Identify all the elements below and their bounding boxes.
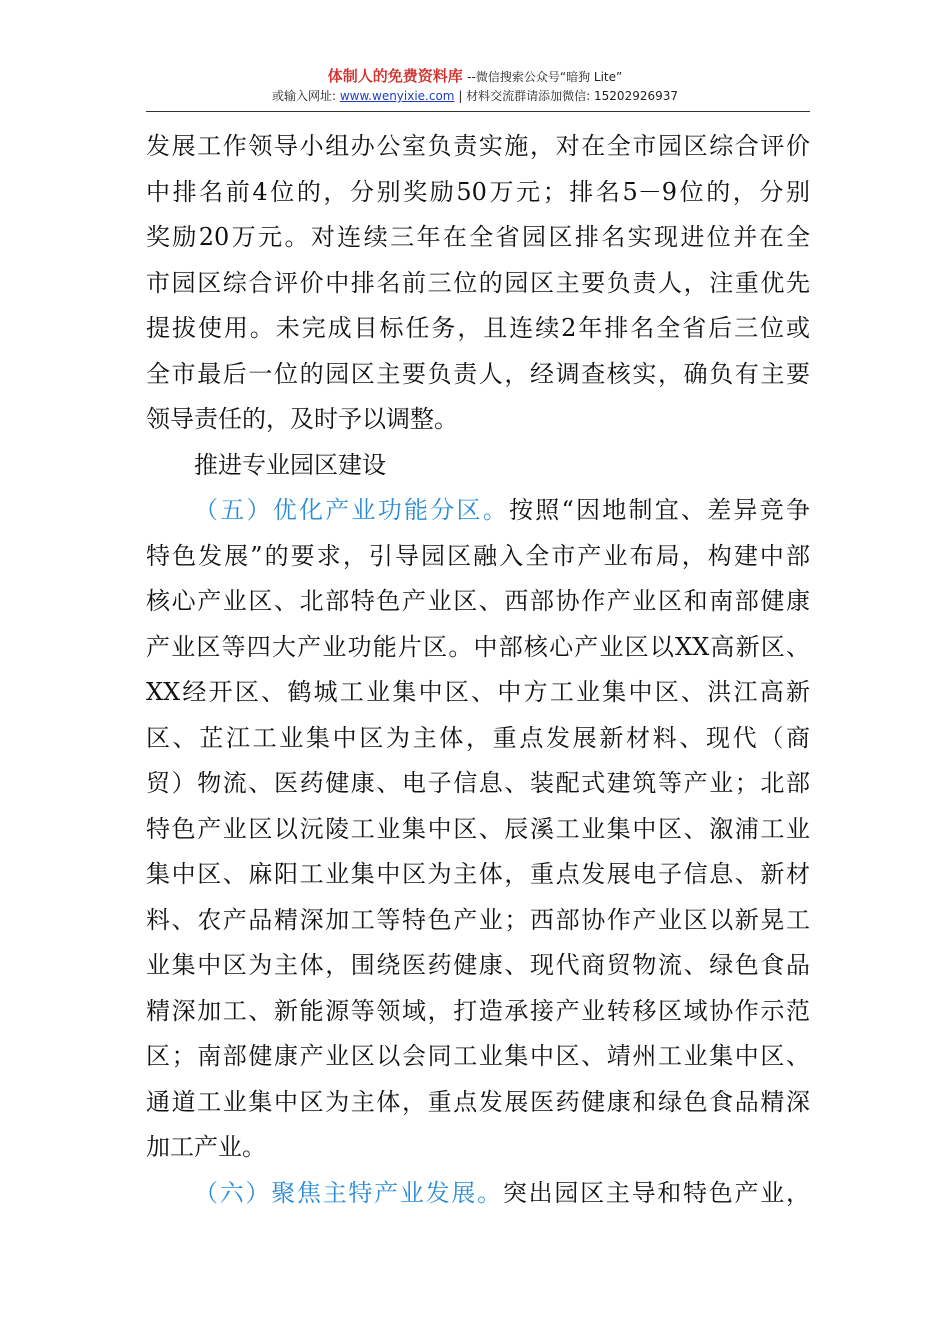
body-line: 区、芷江工业集中区为主体，重点发展新材料、现代（商 [146, 723, 810, 752]
body-line: 产业区等四大产业功能片区。中部核心产业区以XX高新区、 [146, 632, 810, 661]
header-title-line [0, 66, 950, 87]
body-line: 特色发展”的要求，引导园区融入全市产业布局，构建中部 [146, 541, 810, 570]
body-line: 通道工业集中区为主体，重点发展医药健康和绿色食品精深 [146, 1087, 810, 1116]
header-wechat-info: | 材料交流群请添加微信: 15202926937 [454, 89, 679, 103]
section-heading: 推进专业园区建设 [194, 450, 386, 479]
document-body [146, 124, 810, 1216]
header-website-link[interactable]: www.wenyixie.com [339, 89, 455, 103]
paragraph-5-first-line [146, 488, 810, 534]
body-line: 集中区、麻阳工业集中区为主体，重点发展电子信息、新材 [146, 860, 810, 888]
body-line: 贸）物流、医药健康、电子信息、装配式建筑等产业；北部 [146, 769, 810, 797]
body-line: 提拔使用。未完成目标任务，且连续2年排名全省后三位或 [146, 314, 810, 342]
body-line: XX经开区、鹤城工业集中区、中方工业集中区、洪江高新 [146, 678, 810, 706]
body-line: 特色产业区以沅陵工业集中区、辰溪工业集中区、溆浦工业 [146, 814, 810, 843]
header-url-label: 或输入网址: [271, 89, 340, 103]
body-line: 核心产业区、北部特色产业区、西部协作产业区和南部健康 [146, 587, 810, 615]
paragraph-5-lead: 按照“因地制宜、差异竞争 [508, 496, 810, 524]
header-divider [146, 111, 810, 112]
body-line: 发展工作领导小组办公室负责实施，对在全市园区综合评价 [146, 132, 810, 160]
body-line: 领导责任的，及时予以调整。 [146, 405, 458, 433]
page-header [0, 66, 950, 105]
body-line: 加工产业。 [146, 1133, 266, 1161]
paragraph-6-lead: 突出园区主导和特色产业， [502, 1178, 811, 1207]
body-line: 精深加工、新能源等领域，打造承接产业转移区域协作示范 [146, 996, 810, 1025]
body-line: 全市最后一位的园区主要负责人，经调查核实，确负有主要 [146, 359, 810, 388]
header-subtitle: --微信搜索公众号“暗狗 Lite” [467, 70, 623, 84]
body-line: 奖励20万元。对连续三年在全省园区排名实现进位并在全 [146, 223, 810, 251]
header-contact-line [0, 87, 950, 105]
paragraph-5-heading: （五）优化产业功能分区。 [194, 496, 509, 524]
body-line: 区；南部健康产业区以会同工业集中区、靖州工业集中区、 [146, 1042, 810, 1070]
body-line: 市园区综合评价中排名前三位的园区主要负责人，注重优先 [146, 268, 810, 297]
header-brand: 体制人的免费资料库 [327, 67, 463, 85]
body-line: 中排名前4位的，分别奖励50万元；排名5－9位的，分别 [146, 177, 810, 206]
paragraph-6-heading: （六）聚焦主特产业发展。 [194, 1178, 503, 1207]
paragraph-6-first-line [146, 1171, 810, 1217]
body-line: 料、农产品精深加工等特色产业；西部协作产业区以新晃工 [146, 905, 810, 934]
body-line: 业集中区为主体，围绕医药健康、现代商贸物流、绿色食品 [146, 951, 810, 979]
